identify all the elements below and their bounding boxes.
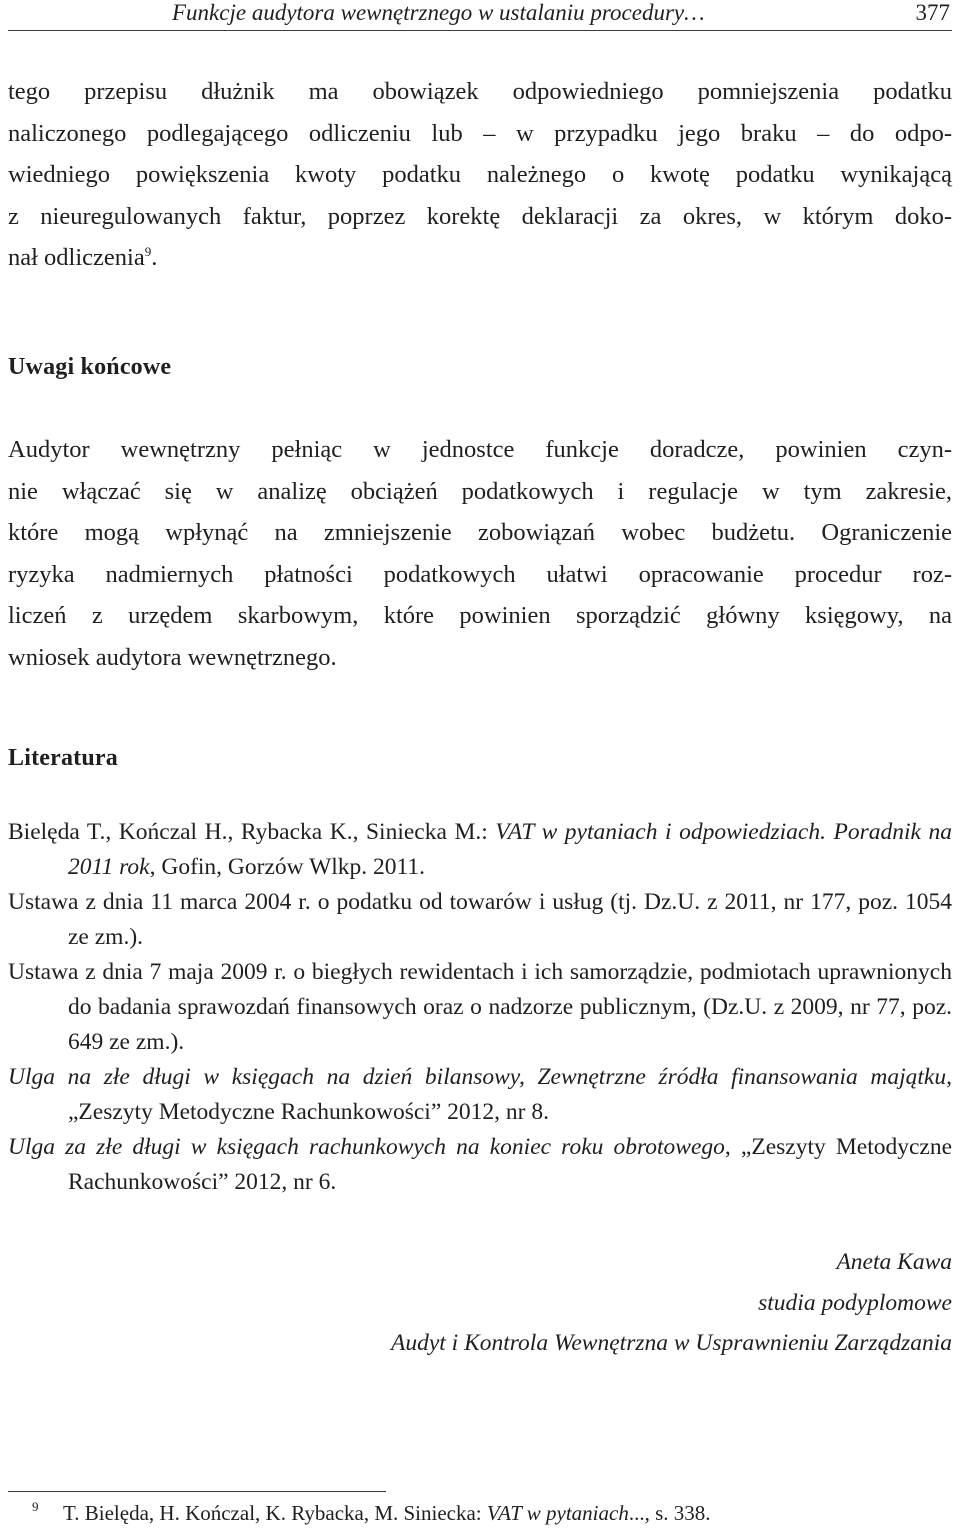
bibliography-entry: [8, 955, 952, 1060]
paragraph-line: Audytor wewnętrzny pełniąc w jednostce funkcje doradcze, powinien czyn-: [8, 436, 952, 463]
paragraph-line: wniosek audytora wewnętrznego.: [8, 643, 337, 671]
entry-authors: Bielęda T., Kończal H., Rybacka K., Siniecka M.:: [8, 819, 496, 845]
entry-title: VAT w pytaniach i odpowiedziach. Poradnik na 2011 rok: [68, 819, 952, 880]
author-program: studia podyplomowe: [758, 1289, 952, 1316]
paragraph-line: wiedniego powiększenia kwoty podatku należnego o kwotę podatku wynikającą: [8, 161, 952, 188]
entry-text: Ustawa z dnia 11 marca 2004 r. o podatku od towarów i usług (tj. Dz.U. z 2011, nr 177, poz. 1054 ze zm.).: [8, 889, 952, 950]
entry-text: Ustawa z dnia 7 maja 2009 r. o biegłych rewidentach i ich samorządzie, podmiotach uprawnionych do badania sprawozdań finansowych oraz o nadzorze publicznym, (Dz.U. z 2009, nr 77, poz. 649 ze zm.).: [8, 959, 952, 1055]
paragraph-line-text: nał odliczenia: [8, 244, 145, 271]
paragraph-line: nie włączać się w analizę obciążeń podatkowych i regulacje w tym zakresie,: [8, 477, 952, 505]
bibliography-entry: [8, 1130, 952, 1200]
footnote-authors: T. Bielęda, H. Kończal, K. Rybacka, M. Siniecka:: [63, 1501, 487, 1525]
entry-source: , „Zeszyty Metodyczne Rachunkowości” 2012, nr 6.: [68, 1134, 953, 1195]
footnote-text: [63, 1499, 711, 1527]
author-name: Aneta Kawa: [836, 1249, 952, 1275]
entry-title: Ulga na złe długi w księgach na dzień bilansowy, Zewnętrzne źródła finansowania majątku: [8, 1064, 947, 1090]
footnote-mark: 9: [32, 1499, 39, 1514]
bibliography-entry: [8, 1060, 952, 1130]
paragraph-line: które mogą wpłynąć na zmniejszenie zobowiązań wobec budżetu. Ograniczenie: [8, 519, 952, 546]
entry-source: , „Zeszyty Metodyczne Rachunkowości” 2012, nr 8.: [68, 1064, 952, 1125]
paragraph-line: ryzyka nadmiernych płatności podatkowych ułatwi opracowanie procedur roz-: [8, 560, 952, 588]
bibliography-list: [8, 815, 952, 1200]
page-number: 377: [915, 0, 950, 25]
paragraph-line: [8, 237, 952, 279]
bibliography-entry: [8, 815, 952, 885]
remarks-paragraph: [8, 429, 952, 678]
paragraph-line: naliczonego podlegającego odliczeniu lub – w przypadku jego braku – do odpo-: [8, 119, 952, 147]
footnote-page: ..., s. 338.: [628, 1501, 711, 1525]
running-head-title: Funkcje audytora wewnętrznego w ustalaniu procedury…: [172, 0, 705, 25]
entry-publisher: , Gofin, Gorzów Wlkp. 2011.: [149, 854, 426, 880]
author-block: [391, 1242, 952, 1364]
intro-paragraph: [8, 71, 952, 279]
section-heading-literature: Literatura: [8, 745, 118, 771]
footnote-title: VAT w pytaniach: [486, 1501, 629, 1525]
footnote-divider: [8, 1491, 386, 1492]
bibliography-entry: [8, 885, 952, 955]
paragraph-line: tego przepisu dłużnik ma obowiązek odpowiedniego pomniejszenia podatku: [8, 78, 952, 105]
entry-title: Ulga za złe długi w księgach rachunkowych na koniec roku obrotowego: [8, 1134, 725, 1160]
running-head: [8, 0, 952, 31]
footnote-reference: 9: [144, 243, 152, 259]
paragraph-line: z nieuregulowanych faktur, poprzez korektę deklaracji za okres, w którym doko-: [8, 202, 952, 230]
sentence-end: .: [151, 244, 158, 271]
paragraph-line: liczeń z urzędem skarbowym, które powinien sporządzić główny księgowy, na: [8, 602, 952, 629]
author-specialization: Audyt i Kontrola Wewnętrzna w Usprawnieniu Zarządzania: [390, 1330, 952, 1356]
section-heading-remarks: Uwagi końcowe: [8, 354, 172, 380]
